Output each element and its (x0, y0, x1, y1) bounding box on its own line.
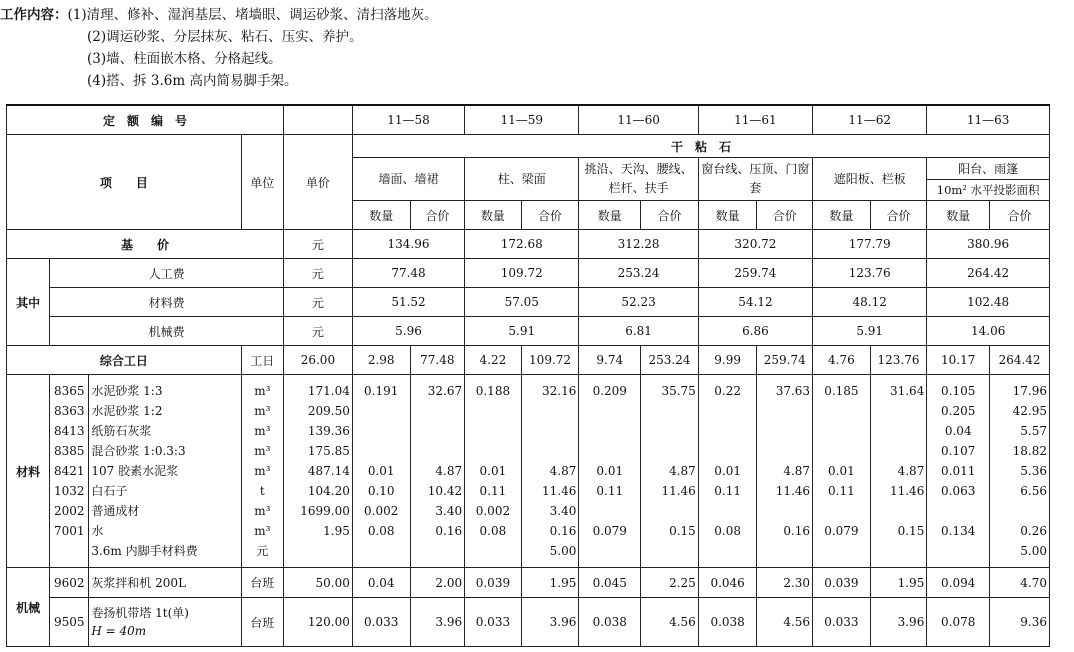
cell-value: 35.75 (661, 384, 696, 398)
cell-value: 10.42 (427, 484, 463, 498)
cell-value: 7001 (54, 524, 85, 538)
cell-value: 0.01 (367, 464, 395, 478)
cell-value: 8385 (54, 444, 85, 458)
cell-value: 0.01 (596, 464, 624, 478)
workday-row: 综合工日 工日 26.00 2.98 77.48 4.22 109.72 9.74 253.24 9.99 259.74 4.76 123.76 10.17 264.42 (7, 346, 1050, 375)
cell-value: 水 (91, 524, 104, 538)
cell-value (643, 401, 696, 421)
cell-value (413, 441, 463, 461)
cell-value: 32.16 (542, 384, 577, 398)
quota-code: 11—58 (352, 105, 464, 135)
cell-value: 0.011 (941, 464, 976, 478)
unit-label: 单位 (241, 135, 283, 230)
group-label: 干 粘 石 (352, 135, 1049, 158)
material-codes (52, 381, 86, 561)
cell-value: 0.16 (435, 524, 463, 538)
price-label: 单价 (283, 135, 352, 230)
cell-value: 31.64 (889, 384, 925, 398)
machine-row: 9505 卷扬机带塔 1t(单) H = 40m 台班 120.00 0.033 3.96 0.033 3.96 0.038 4.56 0.038 4.56 0.033 3.96 0.078 9.36 (7, 598, 1050, 647)
cell-value: 6.56 (1020, 484, 1047, 498)
machine-cost-row: 机械费 元 5.96 5.91 6.81 6.86 5.91 14.06 (7, 317, 1050, 346)
cell-value: 18.82 (1012, 444, 1047, 458)
materials-label: 材料 (7, 375, 50, 568)
labor-cost-row: 其中 人工费 元 77.48 109.72 253.24 259.74 123.76 264.42 (7, 259, 1050, 288)
material-cost-row: 材料费 元 51.52 57.05 52.23 54.12 48.12 102.48 (7, 288, 1050, 317)
cell-value: 5.00 (549, 544, 577, 558)
cell-value (992, 501, 1047, 521)
cell-value (759, 401, 810, 421)
cell-value: 0.134 (941, 524, 976, 538)
cell-value: 139.36 (307, 424, 350, 438)
cell-value (286, 541, 350, 561)
cell-value: m³ (254, 424, 271, 438)
material-qty-col (467, 381, 519, 561)
cell-value: 0.11 (714, 484, 741, 498)
cell-value (581, 541, 638, 561)
cell-value: 4.87 (549, 464, 577, 478)
cell-value: 0.11 (828, 484, 855, 498)
cell-value: 37.63 (775, 384, 811, 398)
material-qty-col (355, 381, 408, 561)
cell-value: m³ (254, 384, 271, 398)
machine-row: 机械 9602 灰浆拌和机 200L 台班 50.00 0.04 2.00 0.039 1.95 0.045 2.25 0.046 2.30 0.039 1.95 0.094 4.70 (7, 568, 1050, 598)
cell-value: 3.6m 内脚手材料费 (91, 544, 198, 558)
cell-value (929, 541, 987, 561)
cell-value (413, 541, 463, 561)
item-name: 窗台线、压顶、门窗套 (698, 158, 812, 201)
cell-value (355, 441, 408, 461)
cell-value: 8363 (54, 404, 85, 418)
cell-value: 0.08 (479, 524, 507, 538)
materials-block (7, 375, 1050, 568)
cell-value: 4.87 (669, 464, 696, 478)
cell-value: 487.14 (307, 464, 350, 478)
cell-value (929, 501, 987, 521)
cell-value: 元 (256, 544, 269, 558)
cell-value: 11.46 (542, 484, 577, 498)
header-code-row (7, 105, 1050, 135)
code-label: 定 额 编 号 (7, 105, 284, 135)
cell-value: 0.16 (783, 524, 811, 538)
cell-value: 0.188 (475, 384, 511, 398)
cell-value (355, 541, 408, 561)
cell-value (701, 401, 755, 421)
quota-code: 11—62 (813, 105, 927, 135)
cell-value: 0.079 (592, 524, 627, 538)
cell-value (467, 401, 519, 421)
cell-value (581, 441, 638, 461)
cell-value: 0.191 (364, 384, 399, 398)
header-qty-row: 数量 合价 数量 合价 数量 合价 数量 合价 数量 合价 数量 合价 (7, 201, 1050, 230)
cell-value (643, 501, 696, 521)
cell-value (701, 421, 755, 441)
material-qty-col (815, 381, 868, 561)
material-qty-col (581, 381, 638, 561)
cell-value (581, 421, 638, 441)
material-units (244, 381, 281, 561)
cell-value (524, 421, 577, 441)
cell-value (873, 401, 925, 421)
cell-value: 0.10 (367, 484, 395, 498)
item-name: 柱、梁面 (465, 158, 579, 201)
cell-value: 0.209 (592, 384, 627, 398)
cell-value: 0.105 (941, 384, 976, 398)
cell-value: 8421 (54, 464, 85, 478)
work-content-notes (0, 4, 438, 92)
cell-value: m³ (254, 404, 271, 418)
cell-value: 0.15 (669, 524, 696, 538)
cell-value (467, 441, 519, 461)
material-total-col (873, 381, 925, 561)
cell-value: 0.22 (714, 384, 741, 398)
cell-value: 5.36 (1020, 464, 1047, 478)
cell-value: 175.85 (307, 444, 350, 458)
qizhong-label: 其中 (7, 259, 50, 346)
cell-value: 4.87 (783, 464, 811, 478)
cell-value: m³ (254, 444, 271, 458)
cell-value: 纸筋石灰浆 (91, 424, 152, 438)
material-total-col (524, 381, 577, 561)
material-total-col (992, 381, 1047, 561)
cell-value: 1.95 (323, 524, 350, 538)
cell-value: 普通成材 (91, 504, 140, 518)
cell-value (701, 441, 755, 461)
cell-value (759, 501, 810, 521)
work-content-line-2: (2)调运砂浆、分层抹灰、粘石、压实、养护。 (87, 29, 363, 45)
cell-value (467, 541, 519, 561)
material-qty-col (701, 381, 755, 561)
item-label: 项 目 (7, 135, 242, 230)
base-price-label: 基 价 (7, 230, 284, 259)
item-name: 遮阳板、栏板 (813, 158, 927, 201)
cell-value: 0.11 (479, 484, 507, 498)
cell-value: 0.04 (944, 424, 972, 438)
cell-value (759, 541, 810, 561)
quota-code: 11—61 (698, 105, 812, 135)
quota-code: 11—60 (579, 105, 698, 135)
cell-value (815, 501, 868, 521)
cell-value (873, 501, 925, 521)
cell-value (413, 421, 463, 441)
cell-value: 1699.00 (300, 504, 350, 518)
cell-value (701, 541, 755, 561)
cell-value: 11.46 (889, 484, 925, 498)
cell-value: 8365 (54, 384, 85, 398)
cell-value: 8413 (54, 424, 85, 438)
base-price-row: 基 价 元 134.96 172.68 312.28 320.72 177.79 380.96 (7, 230, 1050, 259)
cell-value: 0.002 (364, 504, 399, 518)
cell-value (52, 541, 86, 561)
work-content-prefix: 工作内容： (0, 7, 68, 23)
work-content-line-4: (4)搭、拆 3.6m 高内简易脚手架。 (87, 73, 298, 89)
cell-value: 0.205 (941, 404, 976, 418)
item-name-balcony: 阳台、雨篷 10m² 水平投影面积 (927, 158, 1050, 201)
cell-value (524, 441, 577, 461)
cell-value: 0.01 (479, 464, 507, 478)
material-qty-col (929, 381, 987, 561)
cell-value: 混合砂浆 1:0.3:3 (91, 444, 186, 458)
material-names (91, 381, 238, 561)
cell-value (815, 421, 868, 441)
cell-value: 104.20 (307, 484, 350, 498)
cell-value: 水泥砂浆 1:2 (91, 404, 163, 418)
header-group-row (7, 135, 1050, 158)
cell-value: 5.00 (1020, 544, 1047, 558)
cell-value: 107 胶素水泥浆 (91, 464, 179, 478)
cell-value: 白石子 (91, 484, 128, 498)
cell-value: 0.107 (941, 444, 976, 458)
cell-value (873, 421, 925, 441)
cell-value (701, 501, 755, 521)
cell-value: 0.079 (824, 524, 859, 538)
work-content-line-3: (3)墙、柱面嵌木格、分格起线。 (87, 51, 282, 67)
cell-value: 0.185 (824, 384, 859, 398)
quota-code: 11—59 (465, 105, 579, 135)
cell-value: 0.01 (714, 464, 741, 478)
quota-code: 11—63 (927, 105, 1050, 135)
material-prices (286, 381, 350, 561)
cell-value (643, 441, 696, 461)
material-total-col (413, 381, 463, 561)
cell-value: 0.002 (475, 504, 511, 518)
item-name: 挑沿、天沟、腰线、栏杆、扶手 (579, 158, 698, 201)
cell-value (643, 541, 696, 561)
cell-value (643, 421, 696, 441)
cell-value: 42.95 (1012, 404, 1047, 418)
cell-value (413, 401, 463, 421)
quota-table (6, 104, 1050, 647)
cell-value: 11.46 (775, 484, 811, 498)
machines-label: 机械 (7, 568, 50, 647)
cell-value: 4.87 (435, 464, 463, 478)
cell-value: 11.46 (661, 484, 696, 498)
cell-value (873, 541, 925, 561)
cell-value: 0.15 (897, 524, 925, 538)
cell-value (355, 421, 408, 441)
cell-value: 水泥砂浆 1:3 (91, 384, 163, 398)
cell-value: 2002 (54, 504, 85, 518)
material-total-col (643, 381, 696, 561)
cell-value (815, 441, 868, 461)
cell-value: 3.40 (435, 504, 463, 518)
cell-value: m³ (254, 524, 271, 538)
cell-value (355, 401, 408, 421)
cell-value: 3.40 (549, 504, 577, 518)
cell-value: 0.08 (367, 524, 395, 538)
cell-value (759, 421, 810, 441)
cell-value: 0.01 (828, 464, 855, 478)
cell-value: 0.063 (941, 484, 976, 498)
cell-value (581, 401, 638, 421)
cell-value: 4.87 (897, 464, 925, 478)
cell-value (581, 501, 638, 521)
cell-value: 5.57 (1020, 424, 1047, 438)
cell-value (467, 421, 519, 441)
cell-value: 1032 (54, 484, 85, 498)
cell-value: 0.16 (549, 524, 577, 538)
cell-value: m³ (254, 464, 271, 478)
cell-value (759, 441, 810, 461)
material-total-col (759, 381, 810, 561)
cell-value: t (259, 484, 265, 498)
cell-value: 171.04 (307, 384, 350, 398)
cell-value (524, 401, 577, 421)
item-name: 墙面、墙裙 (352, 158, 464, 201)
cell-value (815, 541, 868, 561)
cell-value: 0.11 (596, 484, 624, 498)
cell-value: m³ (254, 504, 271, 518)
cell-value (873, 441, 925, 461)
cell-value: 0.26 (1020, 524, 1047, 538)
cell-value (815, 401, 868, 421)
cell-value: 0.08 (714, 524, 741, 538)
cell-value: 32.67 (427, 384, 463, 398)
cell-value: 209.50 (307, 404, 350, 418)
work-content-line-1: 工作内容：(1)清理、修补、湿润基层、堵墙眼、调运砂浆、清扫落地灰。 (0, 7, 438, 23)
cell-value: 17.96 (1012, 384, 1047, 398)
